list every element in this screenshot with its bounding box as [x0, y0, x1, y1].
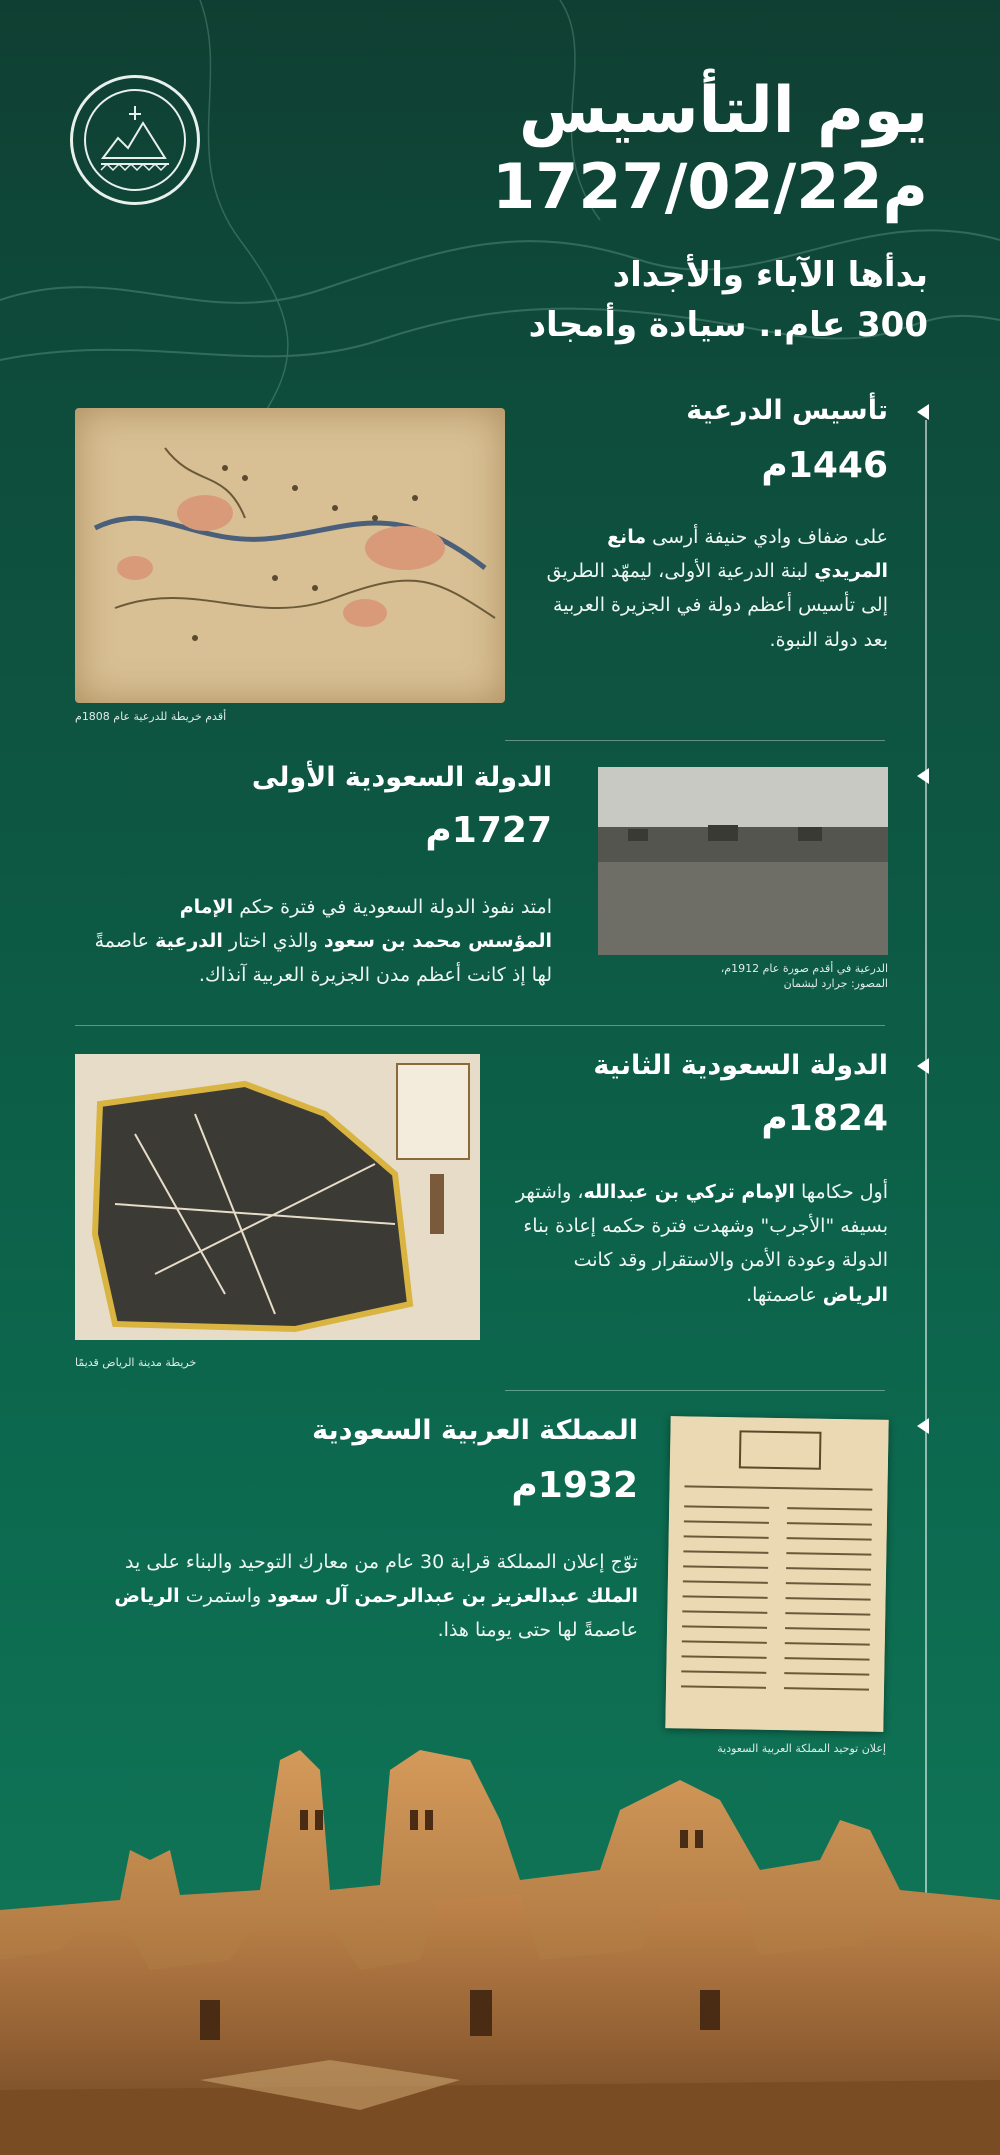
section-3-body: أول حكامها الإمام تركي بن عبدالله، واشتهر بسيفه "الأجرب" وشهدت فترة حكمه إعادة بناء الدولة وعودة الأمن والاستقرار وقد كانت الرياض عاصمتها. [515, 1181, 888, 1306]
diriyah-1912-photo [598, 767, 888, 955]
founding-date: 1727/02/22م [492, 150, 928, 223]
section-4-year: 1932م [511, 1465, 638, 1506]
section-4-body: توّج إعلان المملكة قرابة 30 عام من معارك التوحيد والبناء على يد الملك عبدالعزيز بن عبدالرحمن آل سعود واستمرت الرياض عاصمةً لها حتى يومنا هذا. [114, 1551, 638, 1642]
subtitle-line-1: بدأها الآباء والأجداد [612, 255, 928, 295]
section-2-caption-line-1: الدرعية في أقدم صورة عام 1912م، [720, 962, 888, 975]
logo-emblem [70, 75, 200, 205]
timeline-marker-4 [917, 1418, 929, 1434]
divider-2 [75, 1025, 885, 1026]
section-1-title: تأسيس الدرعية [686, 395, 888, 426]
timeline-marker-3 [917, 1058, 929, 1074]
old-diriyah-map-image [75, 408, 505, 703]
unification-newspaper-image [665, 1416, 888, 1732]
section-3-title: الدولة السعودية الثانية [593, 1050, 888, 1081]
section-1-caption: أقدم خريطة للدرعية عام 1808م [75, 710, 227, 723]
timeline-marker-2 [917, 768, 929, 784]
divider-1 [505, 740, 885, 741]
historic-fort-illustration [0, 1700, 1000, 2155]
section-4-title: المملكة العربية السعودية [312, 1415, 638, 1446]
diriyah-emblem-icon [73, 78, 197, 202]
timeline-marker-1 [917, 404, 929, 420]
subtitle-line-2: 300 عام.. سيادة وأمجاد [528, 305, 928, 345]
section-2-body: امتد نفوذ الدولة السعودية في فترة حكم الإمام المؤسس محمد بن سعود والذي اختار الدرعية عاصمةً لها إذ كانت أعظم مدن الجزيرة العربية آنذاك. [94, 896, 552, 987]
section-2-title: الدولة السعودية الأولى [251, 762, 552, 793]
timeline-line [925, 420, 927, 1900]
divider-3 [505, 1390, 885, 1391]
section-1-year: 1446م [761, 445, 888, 486]
section-2-caption-line-2: المصور: جرارد ليشمان [783, 977, 888, 990]
old-riyadh-map-image [75, 1054, 480, 1340]
section-3-caption: خريطة مدينة الرياض قديمًا [75, 1356, 197, 1369]
section-3-year: 1824م [761, 1098, 888, 1139]
section-2-year: 1727م [425, 810, 552, 851]
section-1-body: على ضفاف وادي حنيفة أرسى مانع المريدي لبنة الدرعية الأولى، ليمهّد الطريق إلى تأسيس أعظم دولة في الجزيرة العربية بعد دولة النبوة. [546, 526, 888, 651]
section-4-caption: إعلان توحيد المملكة العربية السعودية [717, 1742, 886, 1755]
page-title: يوم التأسيس [519, 74, 928, 148]
